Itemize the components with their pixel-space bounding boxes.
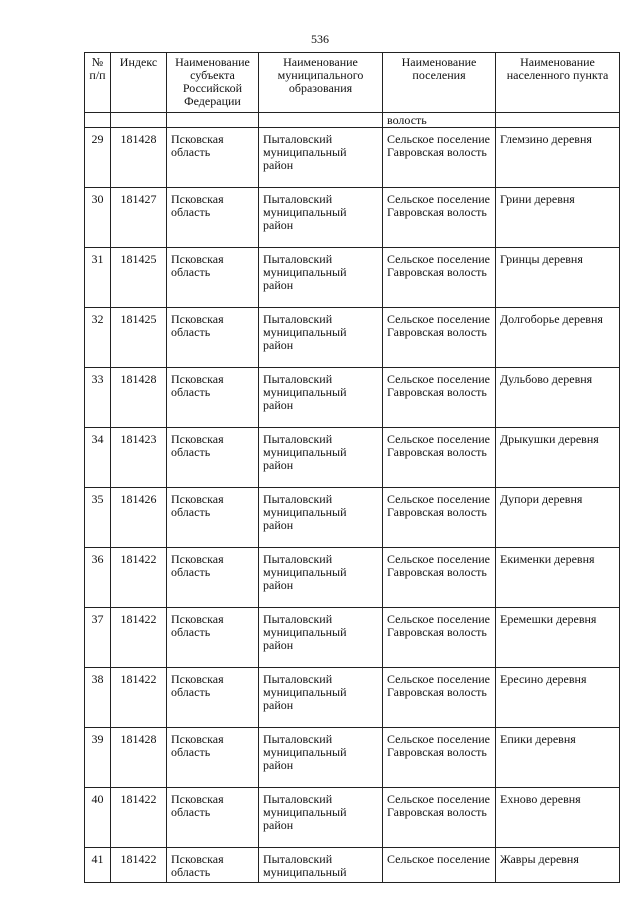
cell-municipality: Пыталовский муниципальный район bbox=[259, 488, 383, 548]
cell-subject: Псковская область bbox=[167, 788, 259, 848]
cell-subject: Псковская область bbox=[167, 128, 259, 188]
cell-num: 37 bbox=[85, 608, 111, 668]
cell-municipality: Пыталовский муниципальный район bbox=[259, 308, 383, 368]
cell-settlement: Сельское поселение Гавровская волость bbox=[383, 608, 496, 668]
table-row bbox=[85, 428, 620, 488]
cell-municipality: Пыталовский муниципальный район bbox=[259, 428, 383, 488]
cell-index: 181426 bbox=[111, 488, 167, 548]
table-row bbox=[85, 608, 620, 668]
cell-subject: Псковская область bbox=[167, 608, 259, 668]
cell-subject: Псковская область bbox=[167, 428, 259, 488]
cell-subject: Псковская область bbox=[167, 248, 259, 308]
table-row bbox=[85, 668, 620, 728]
header-municipality: Наименование муниципального образования bbox=[259, 53, 383, 113]
header-locality: Наименование населенного пункта bbox=[496, 53, 620, 113]
cell-subject: Псковская область bbox=[167, 548, 259, 608]
cell-locality: Епики деревня bbox=[496, 728, 620, 788]
cell-municipality: Пыталовский муниципальный район bbox=[259, 248, 383, 308]
cell-locality: Еремешки деревня bbox=[496, 608, 620, 668]
localities-table bbox=[84, 52, 620, 883]
cell-locality: Глемзино деревня bbox=[496, 128, 620, 188]
table-row bbox=[85, 248, 620, 308]
cell-locality: Дрыкушки деревня bbox=[496, 428, 620, 488]
cell-settlement: Сельское поселение Гавровская волость bbox=[383, 188, 496, 248]
cell-settlement: Сельское поселение bbox=[383, 848, 496, 883]
cell-subject: Псковская область bbox=[167, 728, 259, 788]
header-num: № п/п bbox=[85, 53, 111, 113]
cell-settlement: Сельское поселение Гавровская волость bbox=[383, 368, 496, 428]
table-row bbox=[85, 788, 620, 848]
cell-municipality: Пыталовский муниципальный район bbox=[259, 188, 383, 248]
cell-index: 181425 bbox=[111, 248, 167, 308]
cell-locality: Дупори деревня bbox=[496, 488, 620, 548]
cell-subject: Псковская область bbox=[167, 488, 259, 548]
cell-index: 181422 bbox=[111, 788, 167, 848]
cell-municipality: Пыталовский муниципальный район bbox=[259, 788, 383, 848]
table-row bbox=[85, 128, 620, 188]
cell-num: 34 bbox=[85, 428, 111, 488]
cell-subject: Псковская область bbox=[167, 368, 259, 428]
cell-num: 39 bbox=[85, 728, 111, 788]
cell-index: 181425 bbox=[111, 308, 167, 368]
cell-index: 181423 bbox=[111, 428, 167, 488]
cell-locality: Гринцы деревня bbox=[496, 248, 620, 308]
cell-locality: Грини деревня bbox=[496, 188, 620, 248]
table-row bbox=[85, 548, 620, 608]
table-row bbox=[85, 488, 620, 548]
cell-settlement: Сельское поселение Гавровская волость bbox=[383, 128, 496, 188]
cell-settlement: Сельское поселение Гавровская волость bbox=[383, 308, 496, 368]
cell-subject: Псковская область bbox=[167, 848, 259, 883]
cell-municipality: Пыталовский муниципальный bbox=[259, 848, 383, 883]
continued-text: волость bbox=[383, 113, 496, 128]
cell-locality: Дульбово деревня bbox=[496, 368, 620, 428]
cell-num: 35 bbox=[85, 488, 111, 548]
continued-row bbox=[85, 113, 620, 128]
table-row bbox=[85, 728, 620, 788]
cell-num: 31 bbox=[85, 248, 111, 308]
page-number: 536 bbox=[311, 32, 329, 46]
cell-locality: Долгоборье деревня bbox=[496, 308, 620, 368]
cell-num: 38 bbox=[85, 668, 111, 728]
table-header-row bbox=[85, 53, 620, 113]
cell-settlement: Сельское поселение Гавровская волость bbox=[383, 248, 496, 308]
cell-subject: Псковская область bbox=[167, 668, 259, 728]
cell-index: 181422 bbox=[111, 668, 167, 728]
cell-settlement: Сельское поселение Гавровская волость bbox=[383, 728, 496, 788]
cell-index: 181422 bbox=[111, 848, 167, 883]
header-index: Индекс bbox=[111, 53, 167, 113]
header-settlement: Наименование поселения bbox=[383, 53, 496, 113]
cell-num: 33 bbox=[85, 368, 111, 428]
cell-num: 32 bbox=[85, 308, 111, 368]
cell-index: 181427 bbox=[111, 188, 167, 248]
cell-subject: Псковская область bbox=[167, 308, 259, 368]
table-row bbox=[85, 188, 620, 248]
cell-locality: Екименки деревня bbox=[496, 548, 620, 608]
cell-settlement: Сельское поселение Гавровская волость bbox=[383, 428, 496, 488]
cell-municipality: Пыталовский муниципальный район bbox=[259, 128, 383, 188]
table-row bbox=[85, 308, 620, 368]
cell-municipality: Пыталовский муниципальный район bbox=[259, 368, 383, 428]
cell-locality: Ересино деревня bbox=[496, 668, 620, 728]
table-row bbox=[85, 368, 620, 428]
cell-num: 29 bbox=[85, 128, 111, 188]
cell-settlement: Сельское поселение Гавровская волость bbox=[383, 788, 496, 848]
cell-num: 36 bbox=[85, 548, 111, 608]
cell-num: 41 bbox=[85, 848, 111, 883]
cell-settlement: Сельское поселение Гавровская волость bbox=[383, 488, 496, 548]
cell-settlement: Сельское поселение Гавровская волость bbox=[383, 668, 496, 728]
cell-municipality: Пыталовский муниципальный район bbox=[259, 668, 383, 728]
cell-locality: Ехново деревня bbox=[496, 788, 620, 848]
header-subject: Наименование субъекта Российской Федерации bbox=[167, 53, 259, 113]
table-row bbox=[85, 848, 620, 883]
cell-locality: Жавры деревня bbox=[496, 848, 620, 883]
cell-num: 40 bbox=[85, 788, 111, 848]
cell-settlement: Сельское поселение Гавровская волость bbox=[383, 548, 496, 608]
cell-municipality: Пыталовский муниципальный район bbox=[259, 548, 383, 608]
cell-municipality: Пыталовский муниципальный район bbox=[259, 728, 383, 788]
cell-index: 181422 bbox=[111, 548, 167, 608]
cell-index: 181428 bbox=[111, 368, 167, 428]
cell-index: 181428 bbox=[111, 728, 167, 788]
cell-subject: Псковская область bbox=[167, 188, 259, 248]
cell-index: 181422 bbox=[111, 608, 167, 668]
cell-num: 30 bbox=[85, 188, 111, 248]
cell-index: 181428 bbox=[111, 128, 167, 188]
cell-municipality: Пыталовский муниципальный район bbox=[259, 608, 383, 668]
